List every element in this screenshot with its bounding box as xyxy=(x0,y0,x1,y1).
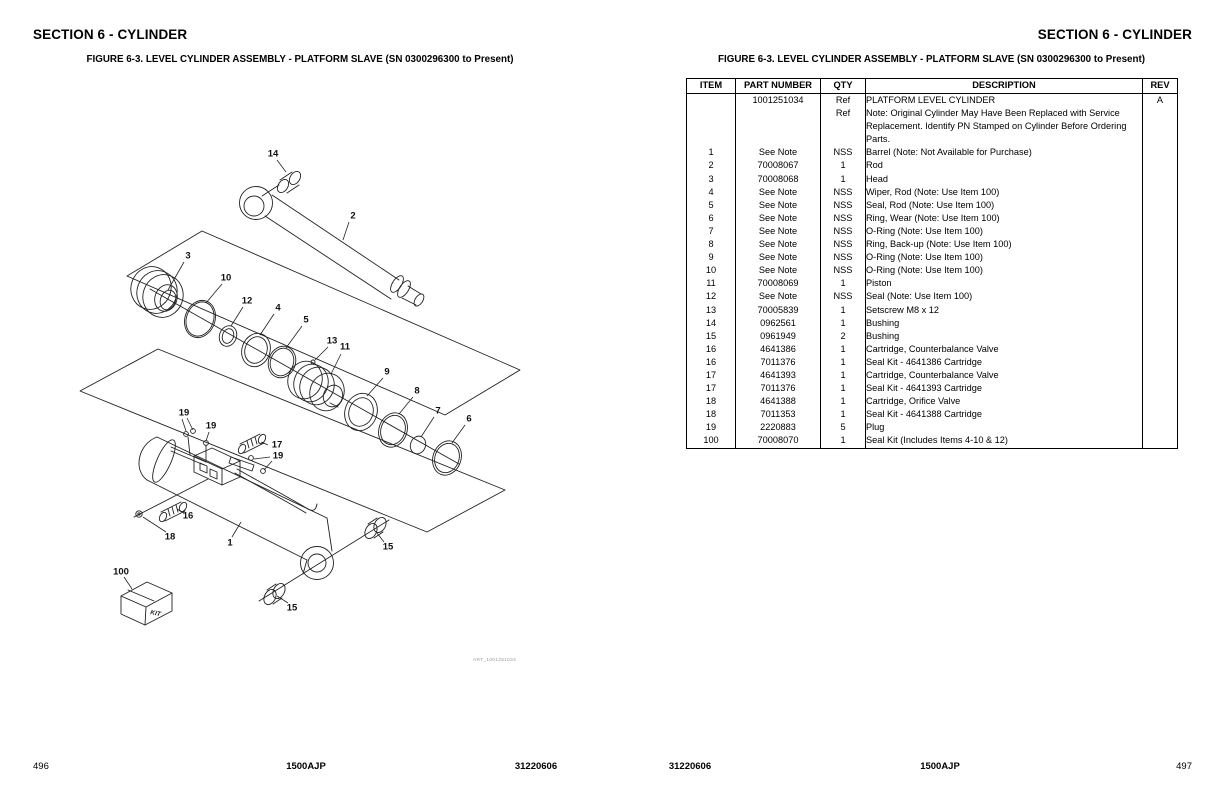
cell-qty: 1 xyxy=(821,173,866,186)
parts-table-header xyxy=(687,79,1178,94)
cell-qty: Ref xyxy=(821,94,866,108)
cell-desc: Cartridge, Orifice Valve xyxy=(866,395,1143,408)
cell-part: See Note xyxy=(736,251,821,264)
cell-part: 0961949 xyxy=(736,330,821,343)
figure-title-right: FIGURE 6-3. LEVEL CYLINDER ASSEMBLY - PLATFORM SLAVE (SN 0300296300 to Present) xyxy=(718,54,1145,65)
cell-desc: PLATFORM LEVEL CYLINDER xyxy=(866,94,1143,108)
column-header-rev: REV xyxy=(1143,79,1178,94)
cell-desc: Seal (Note: Use Item 100) xyxy=(866,290,1143,303)
cell-rev xyxy=(1143,395,1178,408)
cell-part: 1001251034 xyxy=(736,94,821,108)
cell-desc: Note: Original Cylinder May Have Been Replaced with Service Replacement. Identify PN Stamped on Cylinder Before Ordering Parts. xyxy=(866,107,1143,146)
section-title-left: SECTION 6 - CYLINDER xyxy=(33,27,188,42)
callout-leader-line xyxy=(124,577,132,589)
callout-label-4: 4 xyxy=(275,302,281,314)
cell-desc: Seal Kit - 4641393 Cartridge xyxy=(866,382,1143,395)
cell-qty: 1 xyxy=(821,369,866,382)
cell-qty: 1 xyxy=(821,408,866,421)
table-row xyxy=(687,369,1178,382)
table-row xyxy=(687,186,1178,199)
cell-part: See Note xyxy=(736,225,821,238)
cell-part: 70008068 xyxy=(736,173,821,186)
callout-leader-line xyxy=(331,354,341,374)
cell-item: 12 xyxy=(687,290,736,303)
doc-number-right: 31220606 xyxy=(668,761,712,772)
cell-qty: NSS xyxy=(821,225,866,238)
table-row xyxy=(687,94,1178,108)
callout-leader-line xyxy=(143,517,166,532)
table-row xyxy=(687,264,1178,277)
cell-rev: A xyxy=(1143,94,1178,108)
column-header-qty: QTY xyxy=(821,79,866,94)
parts-table xyxy=(686,78,1178,449)
table-row xyxy=(687,421,1178,434)
cell-part xyxy=(736,107,821,146)
column-header-item: ITEM xyxy=(687,79,736,94)
cell-item: 4 xyxy=(687,186,736,199)
cell-item: 1 xyxy=(687,146,736,159)
cell-rev xyxy=(1143,304,1178,317)
cell-desc: Ring, Back-up (Note: Use Item 100) xyxy=(866,238,1143,251)
rod xyxy=(240,187,426,308)
callout-label-14: 14 xyxy=(267,148,279,160)
cell-item: 19 xyxy=(687,421,736,434)
bushing-14 xyxy=(275,169,303,194)
cell-rev xyxy=(1143,173,1178,186)
callout-label-19: 19 xyxy=(272,450,284,462)
callout-label-5: 5 xyxy=(303,314,309,326)
cell-item: 17 xyxy=(687,369,736,382)
cell-qty: NSS xyxy=(821,199,866,212)
art-reference-text: ART_1001251034 xyxy=(473,658,517,663)
callout-leader-line xyxy=(277,160,286,172)
cell-item: 17 xyxy=(687,382,736,395)
cell-item: 13 xyxy=(687,304,736,317)
table-row xyxy=(687,146,1178,159)
bushing-15-lower xyxy=(261,581,287,606)
cell-item: 18 xyxy=(687,395,736,408)
callout-leader-line xyxy=(187,418,193,430)
callout-label-17: 17 xyxy=(271,439,283,451)
table-row xyxy=(687,251,1178,264)
backup-ring-8 xyxy=(374,409,412,451)
column-header-part-number: PART NUMBER xyxy=(736,79,821,94)
table-row xyxy=(687,238,1178,251)
table-row xyxy=(687,107,1178,146)
ring-10 xyxy=(179,296,220,342)
callout-label-11: 11 xyxy=(339,341,351,353)
cell-rev xyxy=(1143,212,1178,225)
cell-part: 4641388 xyxy=(736,395,821,408)
cell-desc: Bushing xyxy=(866,330,1143,343)
cell-qty: NSS xyxy=(821,146,866,159)
cell-item: 16 xyxy=(687,356,736,369)
cell-item: 15 xyxy=(687,330,736,343)
cell-item: 3 xyxy=(687,173,736,186)
callout-label-2: 2 xyxy=(350,210,356,222)
section-title-right: SECTION 6 - CYLINDER xyxy=(1037,27,1192,42)
cell-part: 7011376 xyxy=(736,356,821,369)
cell-rev xyxy=(1143,186,1178,199)
cell-part: See Note xyxy=(736,186,821,199)
cell-desc: Plug xyxy=(866,421,1143,434)
table-row xyxy=(687,212,1178,225)
cell-desc: Cartridge, Counterbalance Valve xyxy=(866,369,1143,382)
callout-label-15: 15 xyxy=(382,541,394,553)
callout-label-1: 1 xyxy=(227,537,233,549)
seal-5 xyxy=(264,342,300,381)
cell-rev xyxy=(1143,146,1178,159)
callout-leader-line xyxy=(452,425,465,443)
cell-desc: Barrel (Note: Not Available for Purchase) xyxy=(866,146,1143,159)
cell-rev xyxy=(1143,330,1178,343)
cell-item: 7 xyxy=(687,225,736,238)
cell-item xyxy=(687,107,736,146)
cell-part: 70008070 xyxy=(736,434,821,448)
cell-qty: 1 xyxy=(821,356,866,369)
seal-12 xyxy=(216,323,239,349)
cell-qty: NSS xyxy=(821,238,866,251)
cell-part: 7011376 xyxy=(736,382,821,395)
diagram-line-art xyxy=(80,169,520,625)
cell-qty: 5 xyxy=(821,421,866,434)
diagram-callouts xyxy=(113,149,472,614)
callout-label-7: 7 xyxy=(435,405,441,417)
table-row xyxy=(687,356,1178,369)
cell-desc: Piston xyxy=(866,277,1143,290)
cell-item: 5 xyxy=(687,199,736,212)
page-number-right: 497 xyxy=(1176,761,1192,772)
cell-item: 2 xyxy=(687,159,736,172)
cell-desc: Bushing xyxy=(866,317,1143,330)
cell-desc: O-Ring (Note: Use Item 100) xyxy=(866,264,1143,277)
callout-leader-line xyxy=(315,347,328,360)
figure-title-left: FIGURE 6-3. LEVEL CYLINDER ASSEMBLY - PLATFORM SLAVE (SN 0300296300 to Present) xyxy=(86,54,514,65)
callout-leader-line xyxy=(182,419,186,431)
cell-item: 11 xyxy=(687,277,736,290)
cell-qty: NSS xyxy=(821,212,866,225)
table-row xyxy=(687,199,1178,212)
cell-desc: Seal Kit - 4641388 Cartridge xyxy=(866,408,1143,421)
cell-rev xyxy=(1143,421,1178,434)
callout-label-18: 18 xyxy=(164,531,176,543)
cell-qty: 1 xyxy=(821,304,866,317)
cell-rev xyxy=(1143,238,1178,251)
callout-label-100: 100 xyxy=(113,566,129,578)
model-number-left: 1500AJP xyxy=(286,761,326,772)
cell-desc: Seal, Rod (Note: Use Item 100) xyxy=(866,199,1143,212)
cell-desc: Rod xyxy=(866,159,1143,172)
cell-part: See Note xyxy=(736,212,821,225)
table-row xyxy=(687,225,1178,238)
cell-part: 70008069 xyxy=(736,277,821,290)
cell-qty: 2 xyxy=(821,330,866,343)
cell-qty: 1 xyxy=(821,159,866,172)
cell-item: 18 xyxy=(687,408,736,421)
callout-label-8: 8 xyxy=(414,385,420,397)
cell-rev xyxy=(1143,369,1178,382)
cell-part: See Note xyxy=(736,199,821,212)
cell-part: 7011353 xyxy=(736,408,821,421)
cell-qty: 1 xyxy=(821,395,866,408)
cell-desc: Setscrew M8 x 12 xyxy=(866,304,1143,317)
piston xyxy=(283,356,350,415)
cell-part: See Note xyxy=(736,264,821,277)
table-row xyxy=(687,330,1178,343)
cell-rev xyxy=(1143,290,1178,303)
cell-part: 70005839 xyxy=(736,304,821,317)
cell-qty: NSS xyxy=(821,264,866,277)
cell-part: 70008067 xyxy=(736,159,821,172)
callout-label-13: 13 xyxy=(326,335,338,347)
cell-item xyxy=(687,94,736,108)
cell-rev xyxy=(1143,343,1178,356)
cell-item: 9 xyxy=(687,251,736,264)
cell-part: See Note xyxy=(736,146,821,159)
table-row xyxy=(687,434,1178,448)
wear-ring-6 xyxy=(428,437,466,479)
cell-qty: 1 xyxy=(821,382,866,395)
callout-label-6: 6 xyxy=(466,413,472,425)
lower-plane xyxy=(80,349,505,532)
cell-rev xyxy=(1143,225,1178,238)
cell-rev xyxy=(1143,277,1178,290)
table-row xyxy=(687,159,1178,172)
table-row xyxy=(687,277,1178,290)
callout-leader-line xyxy=(399,397,413,414)
hydraulic-tube xyxy=(235,469,317,513)
table-row xyxy=(687,382,1178,395)
cell-rev xyxy=(1143,159,1178,172)
cell-part: 4641393 xyxy=(736,369,821,382)
column-header-description: DESCRIPTION xyxy=(866,79,1143,94)
callout-leader-line xyxy=(343,222,349,240)
model-number-right: 1500AJP xyxy=(920,761,960,772)
callout-label-19: 19 xyxy=(178,407,190,419)
table-row xyxy=(687,173,1178,186)
cell-desc: Head xyxy=(866,173,1143,186)
cell-item: 8 xyxy=(687,238,736,251)
cell-part: 0962561 xyxy=(736,317,821,330)
cell-item: 16 xyxy=(687,343,736,356)
cell-qty: Ref xyxy=(821,107,866,146)
callout-leader-line xyxy=(231,307,243,326)
cell-rev xyxy=(1143,264,1178,277)
cell-rev xyxy=(1143,199,1178,212)
callout-leader-line xyxy=(206,284,222,303)
cell-part: See Note xyxy=(736,290,821,303)
kit-box xyxy=(121,582,172,625)
cell-rev xyxy=(1143,382,1178,395)
callout-label-19: 19 xyxy=(205,420,217,432)
cell-item: 14 xyxy=(687,317,736,330)
cell-qty: 1 xyxy=(821,434,866,448)
cell-qty: 1 xyxy=(821,343,866,356)
cell-qty: 1 xyxy=(821,317,866,330)
callout-label-16: 16 xyxy=(182,510,194,522)
cell-rev xyxy=(1143,107,1178,146)
callout-label-12: 12 xyxy=(241,295,253,307)
callout-leader-line xyxy=(286,326,302,348)
page-number-left: 496 xyxy=(33,761,49,772)
cell-rev xyxy=(1143,251,1178,264)
table-row xyxy=(687,343,1178,356)
cell-item: 6 xyxy=(687,212,736,225)
cell-desc: Cartridge, Counterbalance Valve xyxy=(866,343,1143,356)
cell-desc: Seal Kit (Includes Items 4-10 & 12) xyxy=(866,434,1143,448)
cell-qty: NSS xyxy=(821,290,866,303)
kit-box-label: KIT xyxy=(149,609,162,619)
cell-desc: Ring, Wear (Note: Use Item 100) xyxy=(866,212,1143,225)
table-row xyxy=(687,304,1178,317)
callout-leader-line xyxy=(260,314,274,335)
callout-leader-line xyxy=(254,457,270,459)
cell-qty: 1 xyxy=(821,277,866,290)
cell-part: See Note xyxy=(736,238,821,251)
table-row xyxy=(687,317,1178,330)
table-row xyxy=(687,408,1178,421)
cell-desc: O-Ring (Note: Use Item 100) xyxy=(866,225,1143,238)
table-row xyxy=(687,395,1178,408)
cell-rev xyxy=(1143,434,1178,448)
cell-desc: Seal Kit - 4641386 Cartridge xyxy=(866,356,1143,369)
wiper-4 xyxy=(237,329,275,371)
cell-rev xyxy=(1143,356,1178,369)
cell-desc: O-Ring (Note: Use Item 100) xyxy=(866,251,1143,264)
callout-label-10: 10 xyxy=(220,272,232,284)
right-page xyxy=(612,0,1224,792)
cartridge-17 xyxy=(237,433,267,455)
cell-desc: Wiper, Rod (Note: Use Item 100) xyxy=(866,186,1143,199)
doc-number-left: 31220606 xyxy=(514,761,558,772)
cell-rev xyxy=(1143,317,1178,330)
cell-qty: NSS xyxy=(821,251,866,264)
callout-leader-line xyxy=(206,432,209,441)
cell-rev xyxy=(1143,408,1178,421)
table-row xyxy=(687,290,1178,303)
oring-9 xyxy=(339,389,382,436)
cell-part: 4641386 xyxy=(736,343,821,356)
callout-label-9: 9 xyxy=(384,366,390,378)
cell-part: 2220883 xyxy=(736,421,821,434)
cell-qty: NSS xyxy=(821,186,866,199)
cell-item: 100 xyxy=(687,434,736,448)
callout-label-15: 15 xyxy=(286,602,298,614)
callout-leader-line xyxy=(421,417,434,437)
callout-label-3: 3 xyxy=(185,250,191,262)
cell-item: 10 xyxy=(687,264,736,277)
